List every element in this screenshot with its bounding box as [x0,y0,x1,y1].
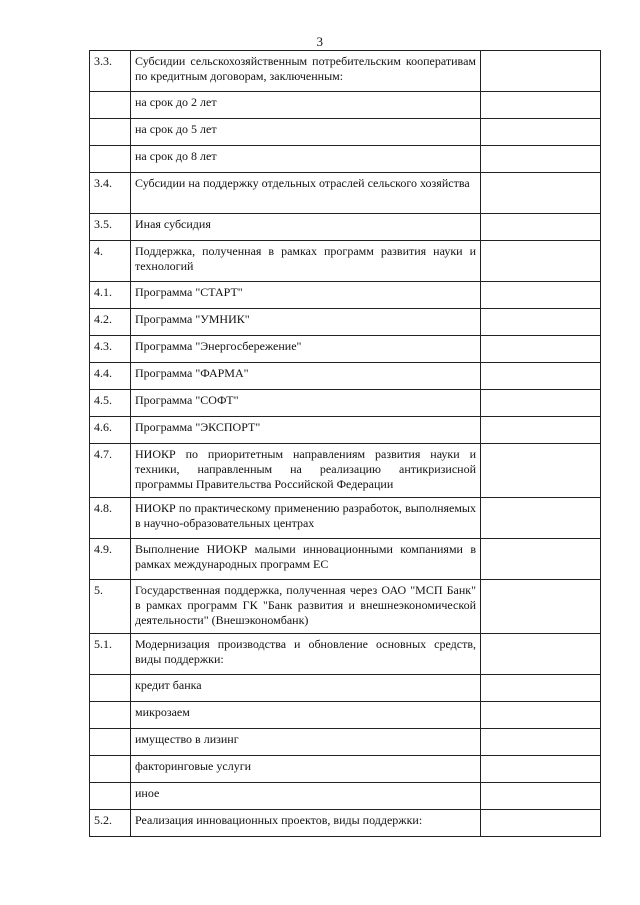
table-row [90,634,601,675]
table-row [90,214,601,241]
table-row [90,241,601,282]
row-value-cell [481,173,601,214]
row-number: 4.8. [90,498,131,539]
table-row [90,282,601,309]
row-value-cell [481,675,601,702]
row-description: Реализация инновационных проектов, виды поддержки: [131,810,481,837]
table-row [90,783,601,810]
row-description: на срок до 2 лет [131,92,481,119]
row-value-cell [481,810,601,837]
table-row [90,675,601,702]
table-row [90,51,601,92]
table-row [90,702,601,729]
row-number: 4.5. [90,390,131,417]
row-description: Программа "ФАРМА" [131,363,481,390]
row-value-cell [481,241,601,282]
row-description: Программа "СОФТ" [131,390,481,417]
row-description: Субсидии сельскохозяйственным потребительским кооперативам по кредитным договорам, заключенным: [131,51,481,92]
row-number [90,729,131,756]
row-description: кредит банка [131,675,481,702]
row-number: 4.3. [90,336,131,363]
table-row [90,729,601,756]
table-row [90,417,601,444]
row-number: 4.7. [90,444,131,498]
row-number [90,675,131,702]
row-number [90,119,131,146]
row-description: имущество в лизинг [131,729,481,756]
row-value-cell [481,336,601,363]
row-description: на срок до 8 лет [131,146,481,173]
row-value-cell [481,444,601,498]
row-number: 4. [90,241,131,282]
row-value-cell [481,417,601,444]
row-description: Иная субсидия [131,214,481,241]
row-number: 5. [90,580,131,634]
table-row [90,309,601,336]
row-number [90,756,131,783]
row-value-cell [481,580,601,634]
table-row [90,173,601,214]
row-description: Государственная поддержка, полученная через ОАО "МСП Банк" в рамках программ ГК "Банк развития и внешнеэкономической деятельности" (Внешэкономбанк) [131,580,481,634]
table-row [90,444,601,498]
row-value-cell [481,309,601,336]
row-description: микрозаем [131,702,481,729]
row-number: 4.2. [90,309,131,336]
row-value-cell [481,119,601,146]
table-row [90,756,601,783]
row-value-cell [481,390,601,417]
row-value-cell [481,539,601,580]
row-description: Поддержка, полученная в рамках программ развития науки и технологий [131,241,481,282]
table-row [90,810,601,837]
row-number: 4.9. [90,539,131,580]
row-value-cell [481,729,601,756]
row-description: Программа "ЭКСПОРТ" [131,417,481,444]
table-row [90,336,601,363]
row-description: НИОКР по практическому применению разработок, выполняемых в научно-образовательных центрах [131,498,481,539]
row-number: 3.5. [90,214,131,241]
row-number [90,92,131,119]
row-value-cell [481,756,601,783]
row-number [90,702,131,729]
table-row [90,390,601,417]
row-description: факторинговые услуги [131,756,481,783]
row-description: Программа "Энергосбережение" [131,336,481,363]
row-description: НИОКР по приоритетным направлениям развития науки и техники, направленным на реализацию антикризисной программы Правительства Российской Федерации [131,444,481,498]
row-description: Программа "УМНИК" [131,309,481,336]
row-number: 4.1. [90,282,131,309]
row-description: иное [131,783,481,810]
row-description: Выполнение НИОКР малыми инновационными компаниями в рамках международных программ ЕС [131,539,481,580]
row-value-cell [481,498,601,539]
table-row [90,498,601,539]
row-value-cell [481,783,601,810]
row-number: 4.4. [90,363,131,390]
table-row [90,363,601,390]
row-value-cell [481,702,601,729]
table-row [90,146,601,173]
row-number: 4.6. [90,417,131,444]
row-number [90,146,131,173]
support-table [89,50,601,837]
table-row [90,580,601,634]
row-number: 5.1. [90,634,131,675]
row-number: 3.3. [90,51,131,92]
row-value-cell [481,634,601,675]
row-value-cell [481,363,601,390]
row-number: 5.2. [90,810,131,837]
row-value-cell [481,51,601,92]
row-number [90,783,131,810]
table-row [90,119,601,146]
row-description: на срок до 5 лет [131,119,481,146]
row-description: Модернизация производства и обновление основных средств, виды поддержки: [131,634,481,675]
row-description: Программа "СТАРТ" [131,282,481,309]
row-value-cell [481,282,601,309]
row-value-cell [481,214,601,241]
row-description: Субсидии на поддержку отдельных отраслей сельского хозяйства [131,173,481,214]
row-value-cell [481,92,601,119]
table-row [90,539,601,580]
table-row [90,92,601,119]
page-number: 3 [316,34,324,49]
support-table-body [90,51,601,837]
row-value-cell [481,146,601,173]
row-number: 3.4. [90,173,131,214]
